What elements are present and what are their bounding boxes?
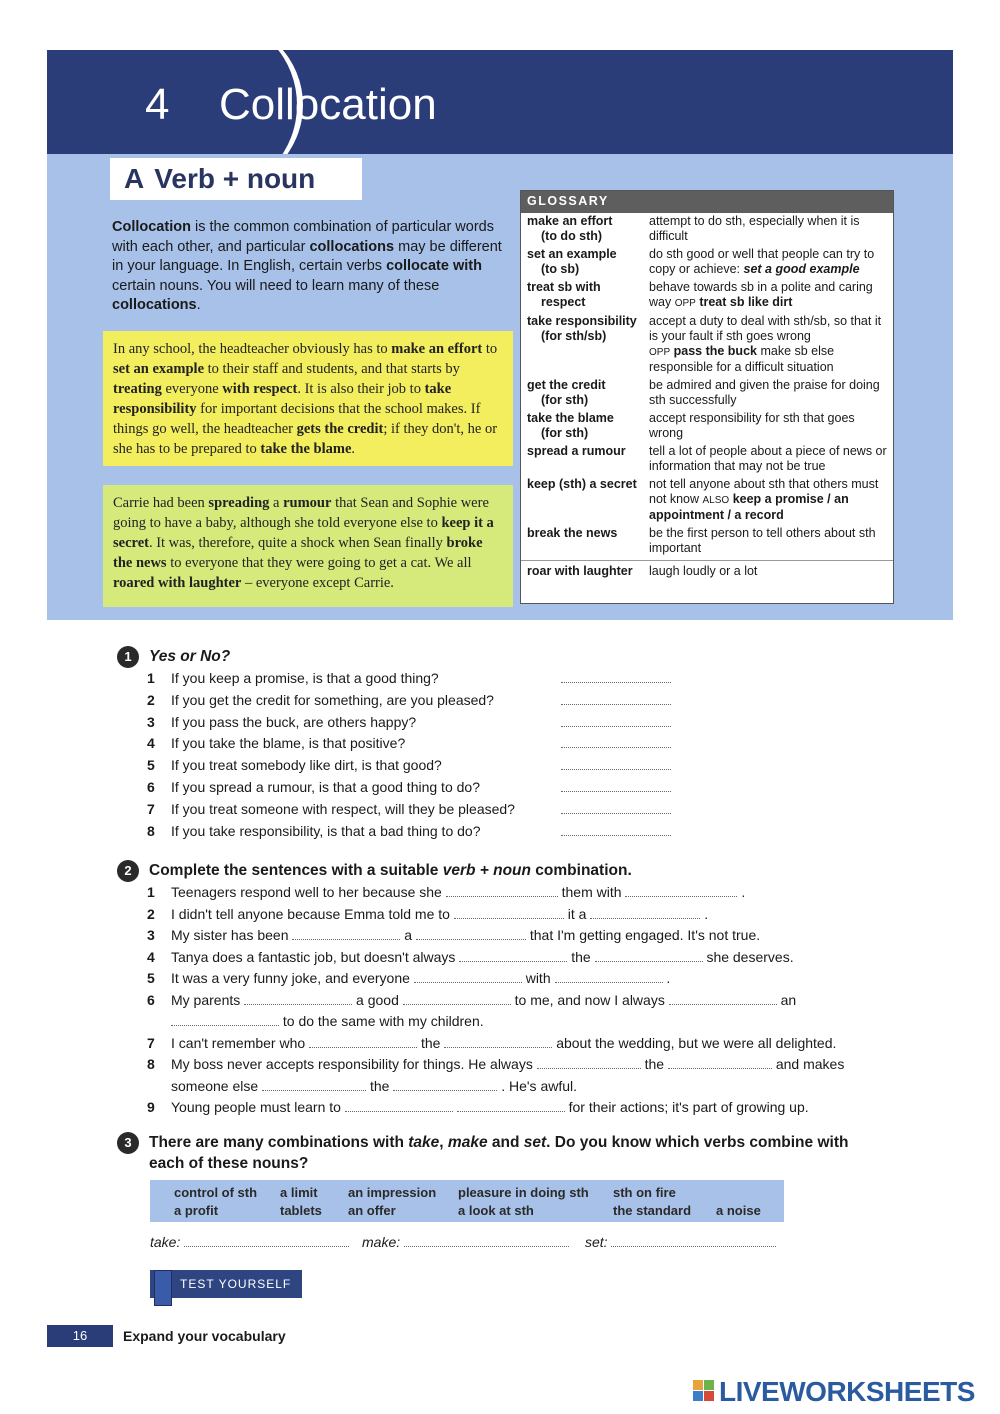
sentence-text (171, 882, 745, 904)
answer-blank[interactable] (625, 882, 737, 897)
box-text: to their staff and students, and that starts by (204, 361, 460, 377)
chapter-header (47, 50, 953, 154)
sentence-item (147, 1033, 897, 1055)
box-collocation: take the blame (260, 441, 352, 457)
answer-blank[interactable] (669, 990, 777, 1005)
intro-bold: collocate with (386, 258, 482, 274)
question-item (147, 821, 897, 843)
term-line: take the blame (527, 411, 614, 425)
sentence-part: and makes (775, 1056, 845, 1072)
def-text: make sb else responsible for a difficult situation (649, 344, 835, 374)
box-collocation: make an effort (391, 341, 483, 357)
question-item (147, 755, 897, 777)
page-number: 16 (47, 1325, 113, 1347)
sentence-text (171, 1097, 809, 1119)
title-text: Complete the sentences with a suitable (149, 862, 443, 879)
word-bank-item: an offer (348, 1203, 396, 1218)
answer-blank[interactable] (668, 1054, 772, 1069)
take-answer-row (150, 1232, 349, 1250)
glossary-term (527, 444, 649, 474)
title-text: There are many combinations with (149, 1134, 409, 1151)
glossary-row (521, 443, 893, 476)
intro-text: may be different in your language. In English, certain verbs (112, 238, 502, 274)
intro-paragraph (112, 218, 507, 316)
sentence-part: with (525, 970, 551, 986)
term-line: (for sth) (541, 426, 589, 440)
sentence-text (171, 1054, 844, 1097)
def-label: OPP (674, 298, 696, 309)
box-text: for important decisions that the school makes. If things go well, the headteacher (113, 401, 481, 437)
glossary-term (527, 247, 649, 277)
def-label: ALSO (702, 495, 730, 506)
answer-label: set: (585, 1234, 608, 1250)
glossary-row (521, 410, 893, 443)
answer-blank[interactable] (537, 1054, 641, 1069)
question-item (147, 733, 897, 755)
sentence-item (147, 925, 897, 947)
question-text: If you treat someone with respect, will they be pleased? (171, 800, 515, 817)
term-line: (to sb) (541, 262, 580, 276)
answer-blank[interactable] (345, 1097, 453, 1112)
sentence-part: it a (567, 905, 587, 922)
answer-blank[interactable] (416, 925, 526, 940)
intro-text: . (196, 297, 201, 313)
intro-bold: collocations (112, 297, 197, 313)
sentence-text (171, 904, 708, 926)
glossary-term (527, 314, 649, 375)
exercise-3-title (149, 1132, 879, 1174)
intro-text: is the common combination of particular words with each other, and particular (112, 219, 494, 255)
answer-blank[interactable] (561, 821, 671, 836)
item-number: 8 (147, 1056, 155, 1072)
sentence-item (147, 904, 897, 926)
title-italic: verb + noun (442, 862, 531, 879)
box-text: ; if they don't, he or she has to be prepared to (113, 421, 498, 457)
question-text: If you take responsibility, is that a bad thing to do? (171, 822, 481, 839)
word-bank (150, 1180, 784, 1222)
sentence-part: . (741, 884, 746, 900)
answer-label: make: (362, 1234, 401, 1250)
sentence-part: . (666, 970, 671, 986)
glossary-definition: be admired and given the praise for doing sth successfully (649, 378, 880, 407)
glossary-term (527, 280, 649, 311)
sentence-item (147, 990, 897, 1033)
glossary-heading: GLOSSARY (521, 191, 893, 213)
take-answer-blank[interactable] (184, 1232, 349, 1247)
sentence-part: a (404, 927, 413, 943)
term-line: respect (541, 295, 586, 309)
item-number: 1 (147, 670, 155, 686)
box-collocation: roared with laughter (113, 575, 242, 591)
item-number: 5 (147, 970, 155, 986)
sentence-part: My sister has been (171, 927, 289, 943)
box-collocation: with respect (222, 381, 298, 397)
test-yourself-button[interactable] (150, 1270, 302, 1298)
title-text: and (487, 1134, 524, 1151)
answer-blank[interactable] (459, 947, 567, 962)
sentence-part: for their actions; it's part of growing up. (568, 1099, 809, 1115)
sentence-part: she deserves. (706, 948, 794, 965)
liveworksheets-logo (693, 1376, 975, 1408)
answer-blank[interactable] (561, 799, 671, 814)
word-bank-item: tablets (280, 1203, 322, 1218)
box-text: to (482, 341, 498, 357)
def-bold: set a good example (743, 262, 860, 276)
glossary-term (527, 477, 649, 523)
sentence-part: an (780, 991, 797, 1008)
sentence-part: about the wedding, but we were all delighted. (556, 1034, 837, 1051)
sentence-text (171, 968, 670, 990)
box-text: everyone (161, 381, 223, 397)
glossary-row (521, 476, 893, 525)
box-text: . It was, therefore, quite a shock when Sean finally (148, 535, 447, 551)
box-collocation: keep it a secret (113, 515, 494, 551)
term-line: treat sb with (527, 280, 601, 294)
box-collocation: rumour (283, 495, 332, 511)
answer-label: take: (150, 1234, 181, 1250)
term-line: break the news (527, 526, 618, 540)
liveworksheets-icon (693, 1380, 715, 1402)
box-text: . (351, 441, 356, 457)
term-line: (to do sth) (541, 229, 603, 243)
question-item (147, 712, 897, 734)
answer-blank[interactable] (309, 1033, 417, 1048)
exercise-2-title (149, 862, 632, 880)
glossary-row (521, 525, 893, 558)
exercise-1-title: Yes or No? (149, 648, 231, 665)
exercise-number-badge: 1 (117, 646, 139, 668)
box-collocation: set an example (113, 361, 205, 377)
intro-text: certain nouns. You will need to learn many of these (112, 277, 440, 294)
answer-blank[interactable] (561, 690, 671, 705)
sentence-part: . (704, 905, 709, 922)
chapter-number: 4 (145, 80, 170, 129)
box-collocation: gets the credit (296, 421, 384, 437)
answer-blank[interactable] (561, 733, 671, 748)
glossary-definition: be the first person to tell others about sth important (649, 526, 876, 555)
glossary-row (521, 560, 893, 581)
sentence-part: the (644, 1056, 665, 1072)
exercise-number-badge: 3 (117, 1132, 139, 1154)
answer-blank[interactable] (262, 1076, 366, 1091)
answer-blank[interactable] (414, 968, 522, 983)
word-bank-item: an impression (348, 1185, 437, 1200)
sentence-part: It was a very funny joke, and everyone (171, 970, 410, 986)
sentence-text (171, 947, 794, 969)
glossary (520, 190, 894, 604)
exercise-3-header (117, 1132, 897, 1174)
term-line: (for sth/sb) (541, 329, 607, 343)
item-number: 6 (147, 778, 155, 795)
glossary-row (521, 246, 893, 279)
sentence-part: I didn't tell anyone because Emma told me to (171, 905, 450, 922)
glossary-term (527, 214, 649, 244)
box-text: a (269, 495, 284, 511)
answer-blank[interactable] (561, 755, 671, 770)
logo-text: LIVEWORKSHEETS (719, 1376, 975, 1407)
answer-blank[interactable] (595, 947, 703, 962)
sentence-part: the (571, 948, 591, 965)
sentence-item (147, 882, 897, 904)
glossary-row (521, 377, 893, 410)
term-line: roar with laughter (527, 564, 633, 578)
answer-blank[interactable] (561, 668, 671, 683)
exercise-2-header (117, 860, 897, 882)
item-number: 2 (147, 905, 155, 922)
test-yourself-label: TEST YOURSELF (180, 1277, 292, 1291)
word-bank-item: control of sth (174, 1185, 258, 1200)
sentence-part: someone else (171, 1077, 259, 1094)
book-title: Expand your vocabulary (123, 1328, 286, 1344)
question-item (147, 690, 897, 712)
answer-blank[interactable] (590, 904, 700, 919)
answer-blank[interactable] (561, 777, 671, 792)
sentence-part: to me, and now I always (514, 991, 665, 1008)
answer-blank[interactable] (393, 1076, 497, 1091)
sentence-part: Young people must learn to (171, 1099, 341, 1115)
sentence-part: Tanya does a fantastic job, but doesn't always (171, 948, 456, 965)
glossary-definition: tell a lot of people about a piece of news or information that may not be true (649, 444, 887, 473)
box-text: – everyone except Carrie. (241, 575, 394, 591)
glossary-row (521, 279, 893, 313)
set-answer-blank[interactable] (611, 1232, 776, 1247)
glossary-definition (649, 280, 889, 311)
sentence-part: Teenagers respond well to her because she (171, 884, 442, 900)
glossary-row (521, 213, 893, 246)
box-text: that Sean and Sophie were going to have a baby, although she told everyone else to (113, 495, 489, 531)
item-number: 5 (147, 757, 155, 774)
question-item (147, 668, 897, 690)
glossary-definition: attempt to do sth, especially when it is difficult (649, 214, 860, 243)
title-text: , (439, 1134, 448, 1151)
def-text: not tell anyone about sth that others must not know (649, 477, 879, 506)
item-number: 3 (147, 713, 155, 730)
title-italic: take (408, 1134, 440, 1151)
def-bold: pass the buck (673, 344, 757, 358)
answer-blank[interactable] (454, 904, 564, 919)
def-label: OPP (649, 347, 671, 358)
box-collocation: take responsibility (113, 381, 452, 417)
term-line: set an example (527, 247, 617, 261)
exercise-1-header (117, 646, 897, 668)
answer-blank[interactable] (561, 712, 671, 727)
sentence-part: . He's awful. (501, 1077, 578, 1094)
sentence-part: a good (356, 991, 399, 1008)
question-text: If you pass the buck, are others happy? (171, 713, 417, 730)
exercise-number-badge: 2 (117, 860, 139, 882)
answer-blank[interactable] (171, 1011, 279, 1026)
sentence-part: I can't remember who (171, 1034, 306, 1051)
title-text: . Do you know which verbs combine with each of these nouns? (149, 1134, 849, 1172)
item-number: 3 (147, 927, 155, 943)
word-bank-item: a noise (716, 1203, 761, 1218)
box-text: . It is also their job to (297, 381, 425, 397)
term-line: get the credit (527, 378, 606, 392)
exercise-3 (117, 1132, 897, 1174)
question-item (147, 777, 897, 799)
box-collocation: treating (113, 381, 162, 397)
sentence-text (171, 1033, 836, 1055)
term-line: spread a rumour (527, 444, 626, 458)
glossary-row (521, 313, 893, 377)
glossary-term (527, 378, 649, 408)
answer-blank[interactable] (403, 990, 511, 1005)
sentence-item (147, 968, 897, 990)
section-letter: A (124, 163, 145, 194)
intro-bold: collocations (309, 238, 395, 255)
box-collocation: spreading (208, 495, 270, 511)
sentence-part: My parents (171, 991, 241, 1008)
sentence-text (171, 925, 760, 947)
question-text: If you treat somebody like dirt, is that good? (171, 757, 442, 774)
item-number: 6 (147, 991, 155, 1008)
term-line: keep (sth) a secret (527, 477, 637, 491)
sentence-text (171, 990, 796, 1033)
item-number: 1 (147, 884, 155, 900)
exercise-2 (117, 860, 897, 1119)
glossary-definition (649, 314, 889, 375)
word-bank-item: pleasure in doing sth (458, 1185, 589, 1200)
sentence-part: to do the same with my children. (282, 1013, 484, 1029)
glossary-term (527, 411, 649, 441)
glossary-definition: accept responsibility for sth that goes wrong (649, 411, 855, 440)
item-number: 7 (147, 800, 155, 817)
answer-blank[interactable] (446, 882, 558, 897)
def-text: do sth good or well that people can try to copy or achieve: (649, 247, 875, 276)
intro-bold: Collocation (112, 219, 191, 235)
word-bank-item: a look at sth (458, 1203, 534, 1218)
title-italic: make (447, 1134, 488, 1151)
word-bank-item: a limit (280, 1185, 318, 1200)
def-text: accept a duty to deal with sth/sb, so that it is your fault if sth goes wrong (649, 314, 882, 343)
term-line: make an effort (527, 214, 613, 228)
word-bank-item: the standard (613, 1203, 692, 1218)
term-line: take responsibility (527, 314, 637, 328)
word-bank-item: a profit (174, 1203, 219, 1218)
question-text: If you spread a rumour, is that a good thing to do? (171, 778, 480, 795)
question-item (147, 799, 897, 821)
question-text: If you keep a promise, is that a good thing? (171, 670, 439, 686)
example-text-box-2 (103, 485, 513, 607)
answer-blank[interactable] (244, 990, 352, 1005)
sentence-part: the (369, 1077, 390, 1094)
box-text: Carrie had been (113, 495, 209, 511)
title-italic: set (523, 1134, 547, 1151)
question-text: If you get the credit for something, are you pleased? (171, 691, 494, 708)
item-number: 7 (147, 1034, 155, 1051)
item-number: 4 (147, 735, 155, 752)
item-number: 8 (147, 822, 155, 839)
glossary-definition (649, 477, 889, 523)
term-line: (for sth) (541, 393, 589, 407)
def-bold: keep a promise / an appointment / a record (649, 492, 849, 522)
answer-blank[interactable] (457, 1097, 565, 1112)
exercise-1 (117, 646, 897, 842)
set-answer-row (585, 1232, 776, 1250)
title-text: combination. (531, 862, 632, 879)
make-answer-row (362, 1232, 569, 1250)
answer-blank[interactable] (292, 925, 400, 940)
def-bold: treat sb like dirt (699, 295, 793, 309)
item-number: 2 (147, 691, 155, 708)
def-text: behave towards sb in a polite and caring way (649, 280, 873, 309)
glossary-term (527, 526, 649, 556)
exercise-2-sentences (147, 882, 897, 1119)
glossary-term (527, 564, 649, 579)
glossary-definition: laugh loudly or a lot (649, 564, 758, 578)
item-number: 4 (147, 948, 155, 965)
sentence-part: My boss never accepts responsibility for things. He always (171, 1056, 533, 1072)
make-answer-blank[interactable] (404, 1232, 569, 1247)
sentence-item (147, 947, 897, 969)
exercise-1-questions (147, 668, 897, 842)
section-title (110, 158, 362, 200)
question-text: If you take the blame, is that positive? (171, 735, 406, 752)
box-text: In any school, the headteacher obviously has to (113, 341, 392, 357)
example-text-box-1 (103, 331, 513, 466)
sentence-part: them with (561, 884, 622, 900)
item-number: 9 (147, 1099, 155, 1115)
notebook-icon (154, 1270, 172, 1306)
chapter-title: Collocation (219, 80, 437, 129)
word-bank-item: sth on fire (613, 1185, 676, 1200)
sentence-item (147, 1054, 897, 1097)
answer-blank[interactable] (444, 1033, 552, 1048)
box-text: to everyone that they were going to get a cat. We all (166, 555, 472, 571)
box-collocation: broke the news (113, 535, 483, 571)
section-title-text: Verb + noun (154, 163, 316, 194)
sentence-part: that I'm getting engaged. It's not true. (529, 927, 761, 943)
answer-blank[interactable] (555, 968, 663, 983)
sentence-part: the (420, 1034, 441, 1051)
sentence-item (147, 1097, 897, 1119)
glossary-definition (649, 247, 889, 277)
